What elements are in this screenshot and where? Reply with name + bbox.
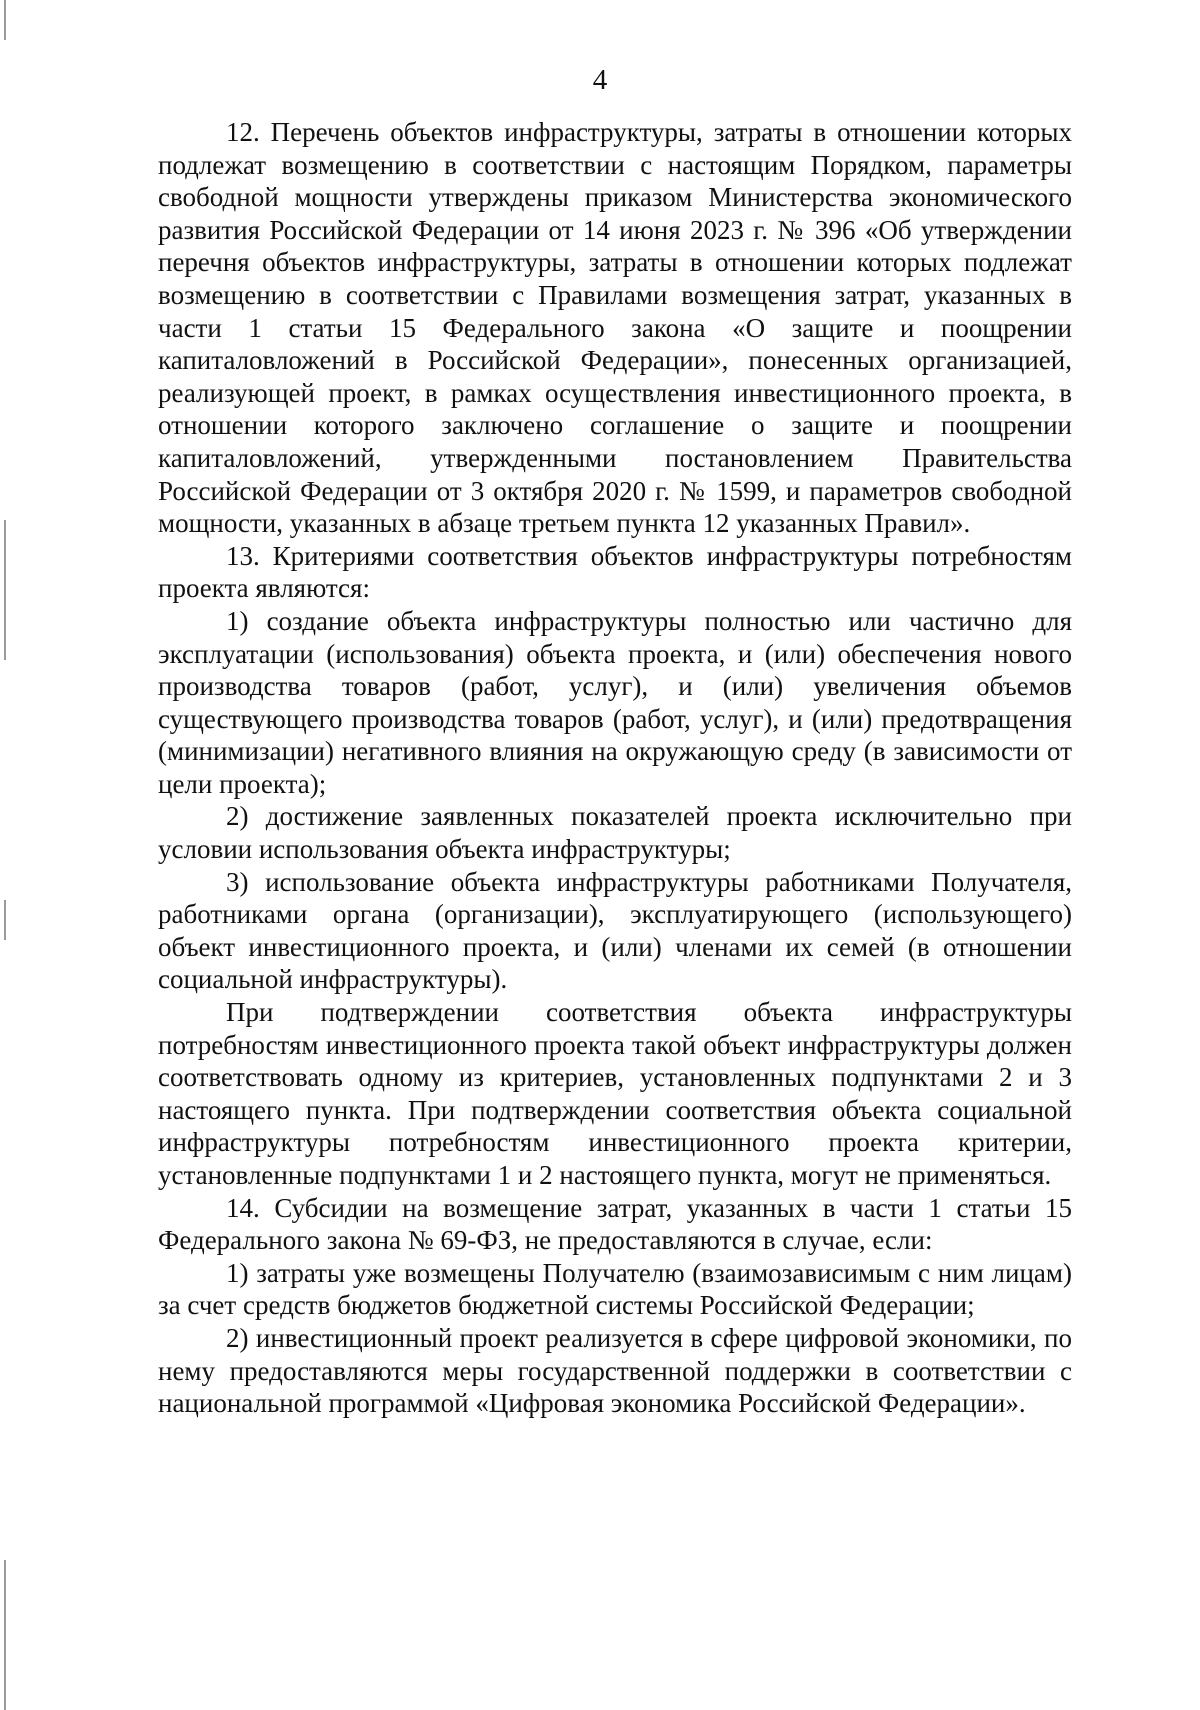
paragraph-criterion-2: 2) достижение заявленных показателей проекта исключительно при условии использования объекта инфраструктуры; (158, 801, 1072, 865)
document-body (158, 116, 1072, 1420)
scan-edge-mark (4, 1560, 6, 1710)
paragraph-criterion-1: 1) создание объекта инфраструктуры полностью или частично для эксплуатации (использования) объекта проекта, и (или) обеспечения нового производства товаров (работ, услуг), и (или) увеличения объемов существующего производства товаров (работ, услуг), и (или) предотвращения (минимизации) негативного влияния на окружающую среду (в зависимости от цели проекта); (158, 605, 1072, 799)
paragraph-exclusion-2: 2) инвестиционный проект реализуется в сфере цифровой экономики, по нему предоставляются меры государственной поддержки в соответствии с национальной программой «Цифровая экономика Российской Федерации». (158, 1322, 1072, 1419)
scan-edge-mark (4, 0, 6, 40)
paragraph-item-13-intro: 13. Критериями соответствия объектов инфраструктуры потребностям проекта являются: (158, 540, 1072, 604)
paragraph-item-14-intro: 14. Субсидии на возмещение затрат, указанных в части 1 статьи 15 Федерального закона № 69-ФЗ, не предоставляются в случае, если: (158, 1192, 1072, 1256)
scan-edge-mark (4, 900, 6, 940)
paragraph-item-12: 12. Перечень объектов инфраструктуры, затраты в отношении которых подлежат возмещению в соответствии с настоящим Порядком, параметры свободной мощности утверждены приказом Министерства экономического развития Российской Федерации от 14 июня 2023 г. № 396 «Об утверждении перечня объектов инфраструктуры, затраты в отношении которых подлежат возмещению в соответствии с Правилами возмещения затрат, указанных в части 1 статьи 15 Федерального закона «О защите и поощрении капиталовложений в Российской Федерации», понесенных организацией, реализующей проект, в рамках осуществления инвестиционного проекта, в отношении которого заключено соглашение о защите и поощрении капиталовложений, утвержденными постановлением Правительства Российской Федерации от 3 октября 2020 г. № 1599, и параметров свободной мощности, указанных в абзаце третьем пункта 12 указанных Правил». (158, 117, 1072, 539)
paragraph-confirmation-rule: При подтверждении соответствия объекта инфраструктуры потребностям инвестиционного проекта такой объект инфраструктуры должен соответствовать одному из критериев, установленных подпунктами 2 и 3 настоящего пункта. При подтверждении соответствия объекта социальной инфраструктуры потребностям инвестиционного проекта критерии, установленные подпунктами 1 и 2 настоящего пункта, могут не применяться. (158, 997, 1072, 1190)
page-number: 4 (592, 64, 608, 96)
paragraph-exclusion-1: 1) затраты уже возмещены Получателю (взаимозависимым с ним лицам) за счет средств бюджетов бюджетной системы Российской Федерации; (158, 1257, 1072, 1321)
scan-edge-mark (4, 520, 6, 660)
paragraph-criterion-3: 3) использование объекта инфраструктуры работниками Получателя, работниками органа (организации), эксплуатирующего (использующего) объект инвестиционного проекта, и (или) членами их семей (в отношении социальной инфраструктуры). (158, 866, 1072, 995)
